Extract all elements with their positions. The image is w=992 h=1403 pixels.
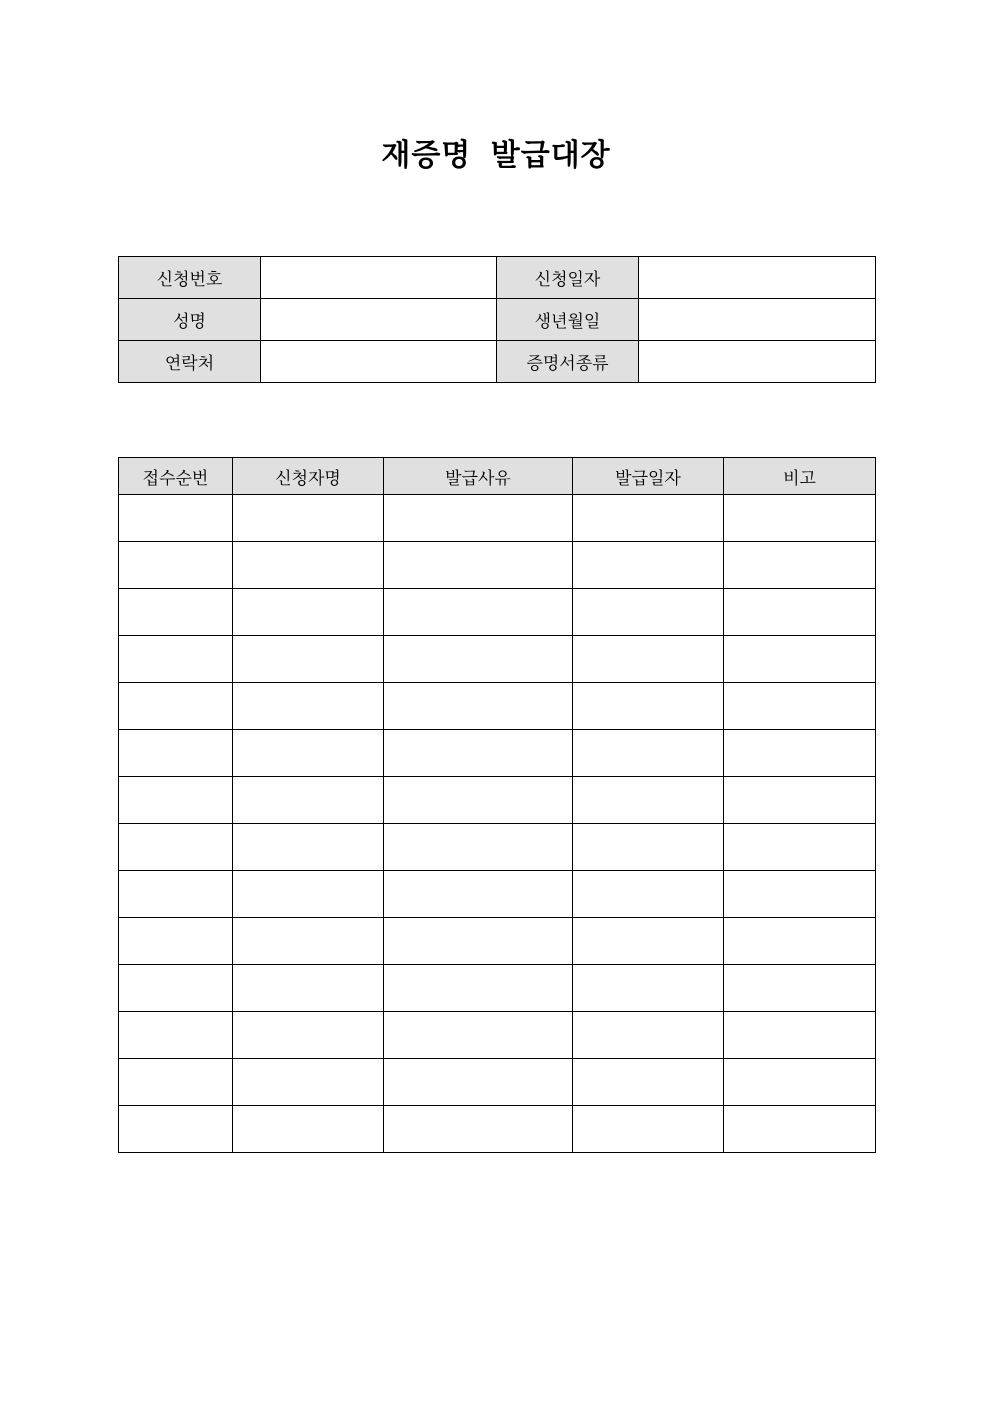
table-row <box>119 683 876 730</box>
issuance-date-cell[interactable] <box>573 1059 724 1106</box>
applicant-name-cell[interactable] <box>233 730 384 777</box>
table-row <box>119 1012 876 1059</box>
issuance-reason-cell[interactable] <box>384 965 573 1012</box>
applicant-name-cell[interactable] <box>233 918 384 965</box>
application-number-field[interactable] <box>261 257 497 299</box>
issuance-reason-cell[interactable] <box>384 824 573 871</box>
receipt-number-cell[interactable] <box>119 1106 233 1153</box>
issuance-date-cell[interactable] <box>573 1106 724 1153</box>
remarks-cell[interactable] <box>724 636 876 683</box>
remarks-cell[interactable] <box>724 542 876 589</box>
receipt-number-cell[interactable] <box>119 777 233 824</box>
remarks-cell[interactable] <box>724 730 876 777</box>
label-birth-date: 생년월일 <box>497 299 639 341</box>
issuance-date-cell[interactable] <box>573 918 724 965</box>
label-name: 성명 <box>119 299 261 341</box>
info-row-3 <box>119 341 876 383</box>
ledger-header-row <box>119 458 876 495</box>
issuance-reason-cell[interactable] <box>384 1059 573 1106</box>
issuance-reason-cell[interactable] <box>384 918 573 965</box>
issuance-reason-cell[interactable] <box>384 777 573 824</box>
applicant-name-cell[interactable] <box>233 636 384 683</box>
table-row <box>119 495 876 542</box>
issuance-date-cell[interactable] <box>573 1012 724 1059</box>
issuance-reason-cell[interactable] <box>384 683 573 730</box>
remarks-cell[interactable] <box>724 1059 876 1106</box>
issuance-date-cell[interactable] <box>573 495 724 542</box>
issuance-reason-cell[interactable] <box>384 636 573 683</box>
table-row <box>119 730 876 777</box>
table-row <box>119 1106 876 1153</box>
header-applicant-name: 신청자명 <box>233 458 384 495</box>
table-row <box>119 1059 876 1106</box>
birth-date-field[interactable] <box>639 299 876 341</box>
name-field[interactable] <box>261 299 497 341</box>
receipt-number-cell[interactable] <box>119 918 233 965</box>
issuance-reason-cell[interactable] <box>384 495 573 542</box>
label-certificate-type: 증명서종류 <box>497 341 639 383</box>
header-remarks: 비고 <box>724 458 876 495</box>
applicant-name-cell[interactable] <box>233 1012 384 1059</box>
table-row <box>119 965 876 1012</box>
issuance-ledger-table <box>118 457 876 1153</box>
header-issuance-date: 발급일자 <box>573 458 724 495</box>
receipt-number-cell[interactable] <box>119 965 233 1012</box>
issuance-reason-cell[interactable] <box>384 871 573 918</box>
label-application-number: 신청번호 <box>119 257 261 299</box>
receipt-number-cell[interactable] <box>119 730 233 777</box>
issuance-reason-cell[interactable] <box>384 589 573 636</box>
receipt-number-cell[interactable] <box>119 824 233 871</box>
remarks-cell[interactable] <box>724 871 876 918</box>
document-title: 재증명 발급대장 <box>381 138 611 173</box>
receipt-number-cell[interactable] <box>119 495 233 542</box>
application-date-field[interactable] <box>639 257 876 299</box>
issuance-reason-cell[interactable] <box>384 542 573 589</box>
applicant-name-cell[interactable] <box>233 589 384 636</box>
receipt-number-cell[interactable] <box>119 1012 233 1059</box>
receipt-number-cell[interactable] <box>119 589 233 636</box>
issuance-date-cell[interactable] <box>573 636 724 683</box>
remarks-cell[interactable] <box>724 965 876 1012</box>
receipt-number-cell[interactable] <box>119 542 233 589</box>
applicant-name-cell[interactable] <box>233 1106 384 1153</box>
receipt-number-cell[interactable] <box>119 871 233 918</box>
issuance-date-cell[interactable] <box>573 824 724 871</box>
issuance-date-cell[interactable] <box>573 730 724 777</box>
ledger-body <box>119 495 876 1153</box>
remarks-cell[interactable] <box>724 1012 876 1059</box>
applicant-info-table <box>118 256 876 383</box>
receipt-number-cell[interactable] <box>119 636 233 683</box>
table-row <box>119 542 876 589</box>
receipt-number-cell[interactable] <box>119 1059 233 1106</box>
applicant-name-cell[interactable] <box>233 683 384 730</box>
issuance-reason-cell[interactable] <box>384 730 573 777</box>
issuance-date-cell[interactable] <box>573 965 724 1012</box>
applicant-name-cell[interactable] <box>233 1059 384 1106</box>
issuance-date-cell[interactable] <box>573 871 724 918</box>
applicant-name-cell[interactable] <box>233 965 384 1012</box>
remarks-cell[interactable] <box>724 683 876 730</box>
applicant-name-cell[interactable] <box>233 777 384 824</box>
applicant-name-cell[interactable] <box>233 495 384 542</box>
remarks-cell[interactable] <box>724 589 876 636</box>
table-row <box>119 777 876 824</box>
issuance-date-cell[interactable] <box>573 683 724 730</box>
issuance-date-cell[interactable] <box>573 777 724 824</box>
issuance-date-cell[interactable] <box>573 589 724 636</box>
applicant-name-cell[interactable] <box>233 871 384 918</box>
table-row <box>119 589 876 636</box>
header-issuance-reason: 발급사유 <box>384 458 573 495</box>
issuance-date-cell[interactable] <box>573 542 724 589</box>
label-contact: 연락처 <box>119 341 261 383</box>
issuance-reason-cell[interactable] <box>384 1106 573 1153</box>
table-row <box>119 918 876 965</box>
remarks-cell[interactable] <box>724 777 876 824</box>
table-row <box>119 871 876 918</box>
table-row <box>119 824 876 871</box>
remarks-cell[interactable] <box>724 824 876 871</box>
info-row-2 <box>119 299 876 341</box>
receipt-number-cell[interactable] <box>119 683 233 730</box>
label-application-date: 신청일자 <box>497 257 639 299</box>
certificate-type-field[interactable] <box>639 341 876 383</box>
remarks-cell[interactable] <box>724 918 876 965</box>
applicant-name-cell[interactable] <box>233 542 384 589</box>
issuance-reason-cell[interactable] <box>384 1012 573 1059</box>
remarks-cell[interactable] <box>724 1106 876 1153</box>
remarks-cell[interactable] <box>724 495 876 542</box>
contact-field[interactable] <box>261 341 497 383</box>
info-row-1 <box>119 257 876 299</box>
header-receipt-number: 접수순번 <box>119 458 233 495</box>
table-row <box>119 636 876 683</box>
applicant-name-cell[interactable] <box>233 824 384 871</box>
